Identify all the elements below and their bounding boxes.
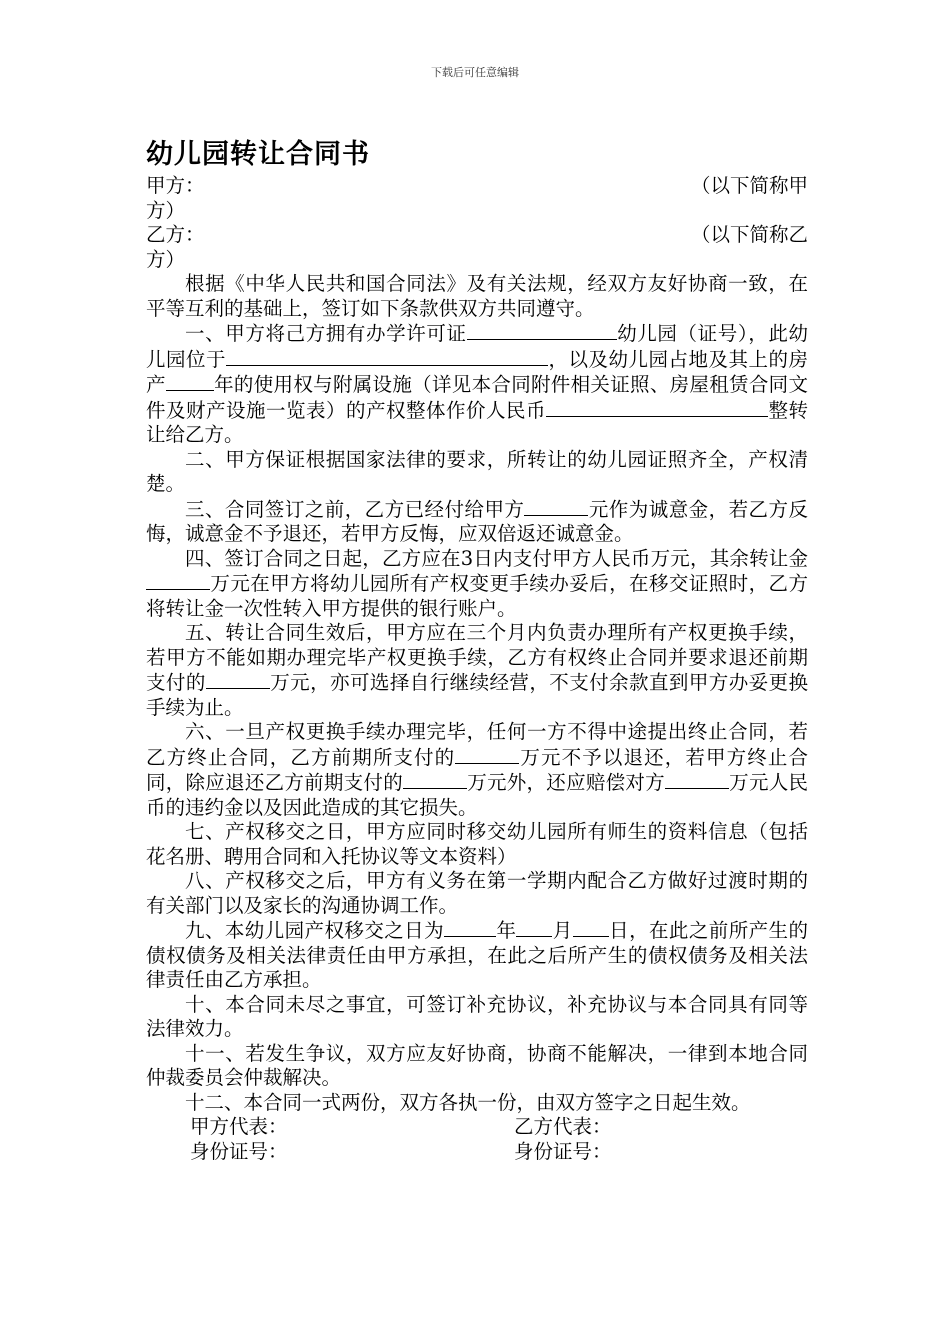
clause-1: 一、甲方将己方拥有办学许可证 幼儿园（证号），此幼儿园位于 ，以及幼儿园占地及其上的房产 年的使用权与附属设施（详见本合同附件相关证照、房屋租赁合同文件及财产设施一览表）的产权整体作价人民币 整转让给乙方。 [146, 322, 808, 446]
blank-year [444, 918, 496, 937]
clause-10: 十、本合同未尽之事宜，可签订补充协议，补充协议与本合同具有同等法律效力。 [146, 992, 808, 1040]
signature-rep-row [146, 1115, 808, 1140]
party-b-id: 身份证号： [514, 1139, 612, 1163]
blank-years [166, 372, 214, 391]
clause-4: 四、签订合同之日起，乙方应在3日内支付甲方人民币万元，其余转让金万元在甲方将幼儿园所有产权变更手续办妥后，在移交证照时，乙方将转让金一次性转入甲方提供的银行账户。 [146, 546, 808, 620]
party-a-id: 身份证号： [190, 1139, 288, 1163]
party-a-alias: （以下简称甲 [690, 174, 808, 197]
clause-9: 九、本幼儿园产权移交之日为 年 月 日，在此之前所产生的债权债务及相关法律责任由甲方承担，在此之后所产生的债权债务及相关法律责任由乙方承担。 [146, 919, 808, 991]
clause-2: 二、甲方保证根据国家法律的要求，所转让的幼儿园证照齐全，产权清楚。 [146, 447, 808, 495]
blank-day [573, 918, 609, 937]
clause-12: 十二、本合同一式两份，双方各执一份，由双方签字之日起生效。 [185, 1090, 751, 1114]
party-a-line [146, 174, 808, 223]
intro-paragraph: 根据《中华人民共和国合同法》及有关法规，经双方友好协商一致，在平等互利的基础上，签订如下条款供双方共同遵守。 [146, 272, 808, 320]
clause-5: 五、转让合同生效后，甲方应在三个月内负责办理所有产权更换手续，若甲方不能如期办理完毕产权更换手续，乙方有权终止合同并要求退还前期支付的 万元，亦可选择自行继续经营，不支付余款直到甲方办妥更换手续为止。 [146, 621, 808, 719]
party-b-label: 乙方： [146, 223, 205, 246]
blank-month [516, 918, 552, 937]
blank-price [546, 398, 768, 417]
blank-location [226, 347, 548, 366]
blank-a-refund [403, 770, 467, 789]
blank-b-paid [455, 745, 519, 764]
clause-11: 十一、若发生争议，双方应友好协商，协商不能解决，一律到本地合同仲裁委员会仲裁解决。 [146, 1041, 808, 1089]
party-b-alias: （以下简称乙 [690, 223, 808, 246]
party-b-line [146, 223, 808, 272]
page-header: 下载后可任意编辑 [431, 66, 519, 79]
blank-license [467, 321, 617, 340]
party-a-label: 甲方： [146, 174, 205, 197]
clause-7: 七、产权移交之日，甲方应同时移交幼儿园所有师生的资料信息（包括花名册、聘用合同和入托协议等文本资料） [146, 820, 808, 868]
blank-deposit [524, 497, 588, 516]
party-a-rep: 甲方代表： [190, 1115, 288, 1138]
clause-6: 六、一旦产权更换手续办理完毕，任何一方不得中途提出终止合同，若乙方终止合同，乙方前期所支付的 万元不予以退还，若甲方终止合同，除应退还乙方前期支付的 万元外，还应赔偿对方 万元人民币的违约金以及因此造成的其它损失。 [146, 720, 808, 819]
blank-penalty [665, 770, 729, 789]
signature-id-row [146, 1140, 808, 1165]
blank-remaining [146, 571, 210, 590]
document-body [146, 174, 808, 1164]
blank-prepaid [206, 670, 270, 689]
party-b-rep: 乙方代表： [514, 1115, 612, 1138]
party-a-alias-cont: 方） [146, 198, 186, 222]
party-b-alias-cont: 方） [146, 247, 186, 271]
clause-8: 八、产权移交之后，甲方有义务在第一学期内配合乙方做好过渡时期的有关部门以及家长的沟通协调工作。 [146, 869, 808, 917]
clause-3: 三、合同签订之前，乙方已经付给甲方 元作为诚意金，若乙方反悔，诚意金不予退还，若甲方反悔，应双倍返还诚意金。 [146, 497, 808, 545]
document-title: 幼儿园转让合同书 [146, 139, 370, 170]
